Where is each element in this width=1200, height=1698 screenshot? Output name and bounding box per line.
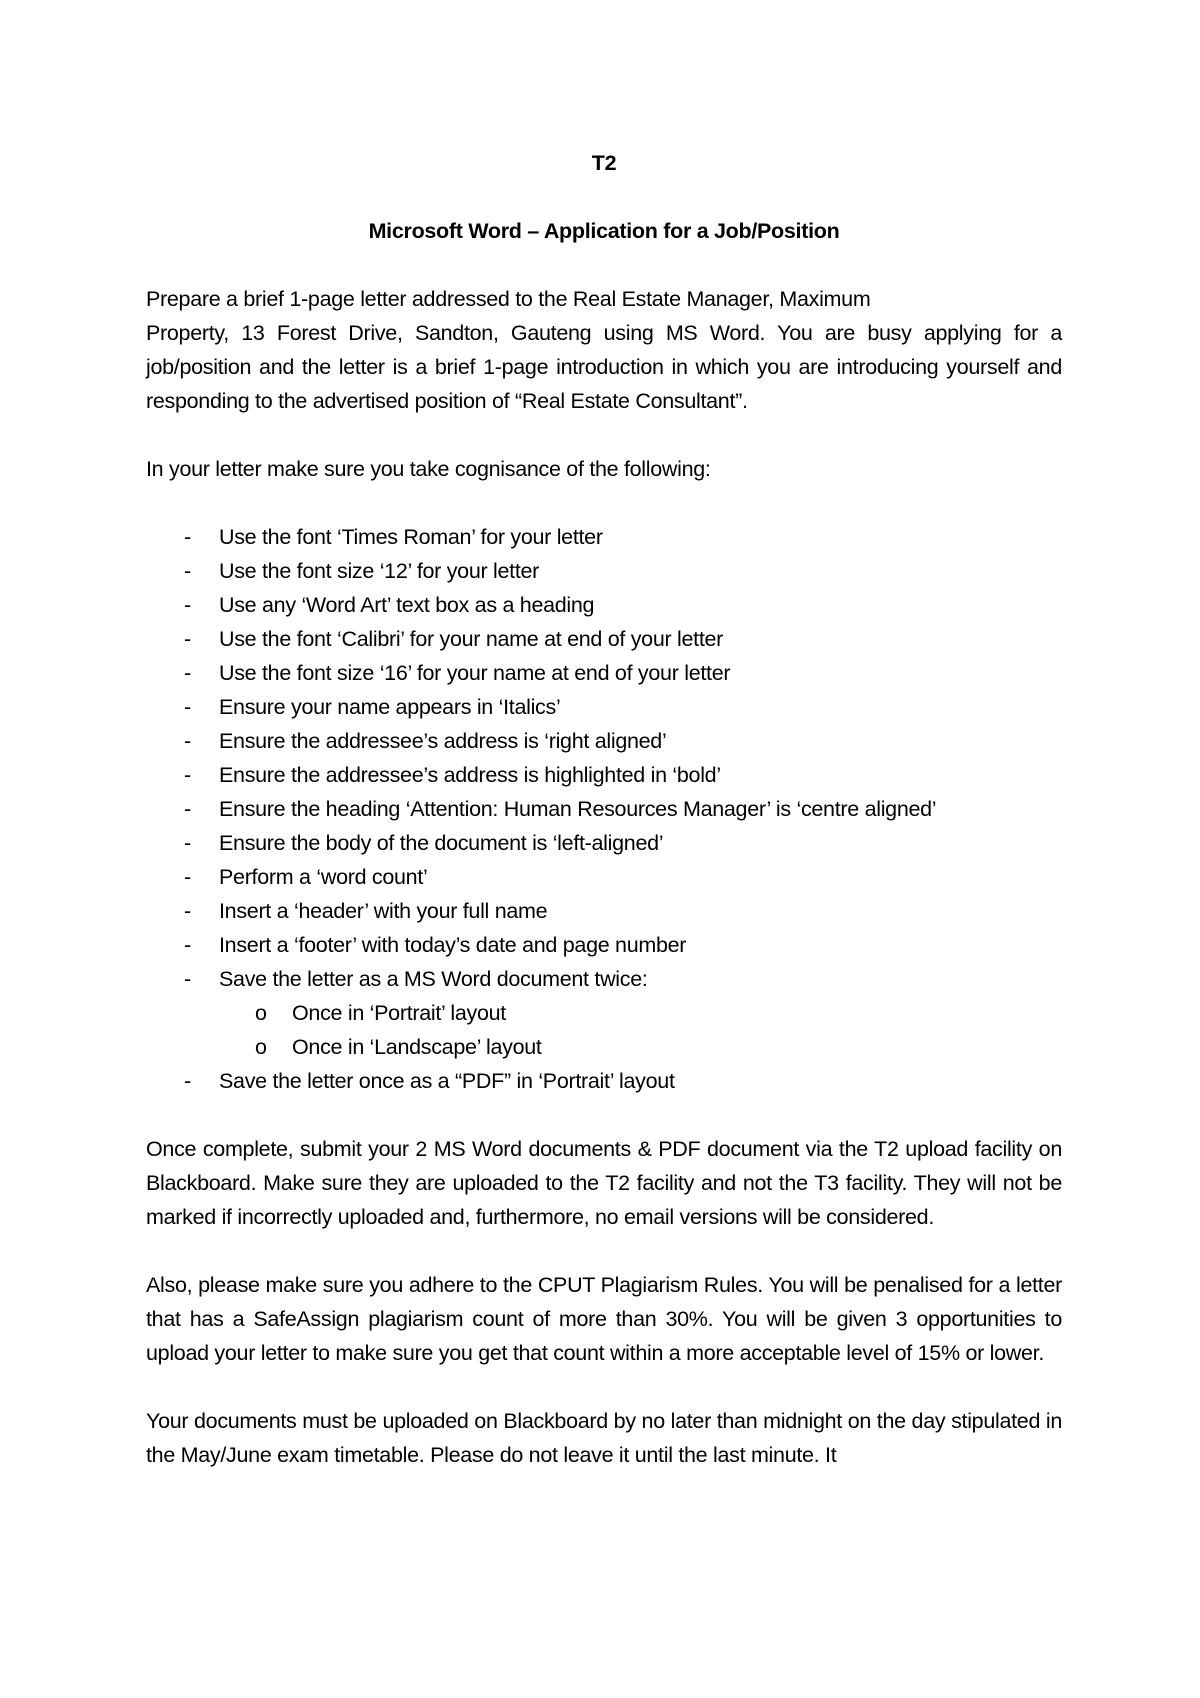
dash-bullet: -	[184, 729, 191, 753]
list-item	[146, 588, 1062, 622]
dash-bullet: -	[184, 695, 191, 719]
list-item	[146, 656, 1062, 690]
dash-bullet: -	[184, 797, 191, 821]
dash-bullet: -	[184, 593, 191, 617]
requirements-list	[146, 520, 1062, 1098]
dash-bullet: -	[184, 831, 191, 855]
dash-bullet: -	[184, 933, 191, 957]
dash-bullet: -	[184, 1069, 191, 1093]
dash-bullet: -	[184, 899, 191, 923]
list-item-text: Ensure the body of the document is ‘left-aligned’	[219, 831, 664, 855]
list-item	[146, 1064, 1062, 1098]
list-item-text: Use the font size ‘16’ for your name at end of your letter	[219, 661, 731, 685]
list-item-text: Ensure the heading ‘Attention: Human Resources Manager’ is ‘centre aligned’	[219, 797, 937, 821]
sublist-item-text: Once in ‘Portrait’ layout	[292, 1001, 506, 1025]
intro-line-1: Prepare a brief 1-page letter addressed to the Real Estate Manager, Maximum	[146, 287, 871, 311]
list-item-text: Ensure your name appears in ‘Italics’	[219, 695, 561, 719]
dash-bullet: -	[184, 661, 191, 685]
list-item	[146, 860, 1062, 894]
deadline-paragraph: Your documents must be uploaded on Blackboard by no later than midnight on the day stipulated in the May/June exam timetable. Please do not leave it until the last minute. It	[146, 1409, 1062, 1467]
list-item-text: Use the font size ‘12’ for your letter	[219, 559, 540, 583]
intro-line-rest: Property, 13 Forest Drive, Sandton, Gauteng using MS Word. You are busy applying for a job/position and the letter is a brief 1-page introduction in which you are introducing yourself and responding to the advertised position of “Real Estate Consultant”.	[146, 321, 1062, 413]
list-item-text: Perform a ‘word count’	[219, 865, 428, 889]
plagiarism-paragraph: Also, please make sure you adhere to the CPUT Plagiarism Rules. You will be penalised for a letter that has a SafeAssign plagiarism count of more than 30%. You will be given 3 opportunities to upload your letter to make sure you get that count within a more acceptable level of 15% or lower.	[146, 1273, 1062, 1365]
list-item-text: Use the font ‘Times Roman’ for your letter	[219, 525, 603, 549]
list-item	[146, 758, 1062, 792]
dash-bullet: -	[184, 763, 191, 787]
list-item	[146, 792, 1062, 826]
list-item-text: Insert a ‘footer’ with today’s date and page number	[219, 933, 687, 957]
dash-bullet: -	[184, 627, 191, 651]
circle-bullet: o	[255, 1001, 267, 1025]
list-item-text: Ensure the addressee’s address is ‘right aligned’	[219, 729, 667, 753]
list-item	[146, 928, 1062, 962]
document-title: T2	[591, 151, 617, 175]
list-item	[146, 826, 1062, 860]
intro-paragraph	[146, 282, 1062, 418]
checklist-intro: In your letter make sure you take cognisance of the following:	[146, 457, 711, 481]
dash-bullet: -	[184, 525, 191, 549]
dash-bullet: -	[184, 559, 191, 583]
list-item-text: Insert a ‘header’ with your full name	[219, 899, 548, 923]
dash-bullet: -	[184, 967, 191, 991]
circle-bullet: o	[255, 1035, 267, 1059]
list-item-text: Save the letter as a MS Word document twice:	[219, 967, 648, 991]
sublist-item	[219, 996, 1062, 1030]
list-item	[146, 520, 1062, 554]
list-item-text: Use the font ‘Calibri’ for your name at end of your letter	[219, 627, 724, 651]
list-item-text: Ensure the addressee’s address is highlighted in ‘bold’	[219, 763, 721, 787]
list-item	[146, 894, 1062, 928]
sublist-item-text: Once in ‘Landscape’ layout	[292, 1035, 542, 1059]
document-body	[146, 146, 1062, 1472]
list-item	[146, 962, 1062, 1064]
submission-paragraph: Once complete, submit your 2 MS Word documents & PDF document via the T2 upload facility on Blackboard. Make sure they are uploaded to the T2 facility and not the T3 facility. They will not be marked if incorrectly uploaded and, furthermore, no email versions will be considered.	[146, 1137, 1062, 1229]
list-item-text: Save the letter once as a “PDF” in ‘Portrait’ layout	[219, 1069, 675, 1093]
dash-bullet: -	[184, 865, 191, 889]
list-item	[146, 690, 1062, 724]
list-item	[146, 724, 1062, 758]
sublist-item	[219, 1030, 1062, 1064]
document-subtitle: Microsoft Word – Application for a Job/Position	[368, 219, 840, 243]
list-item	[146, 554, 1062, 588]
list-item-text: Use any ‘Word Art’ text box as a heading	[219, 593, 595, 617]
save-layout-sublist	[219, 996, 1062, 1064]
list-item	[146, 622, 1062, 656]
